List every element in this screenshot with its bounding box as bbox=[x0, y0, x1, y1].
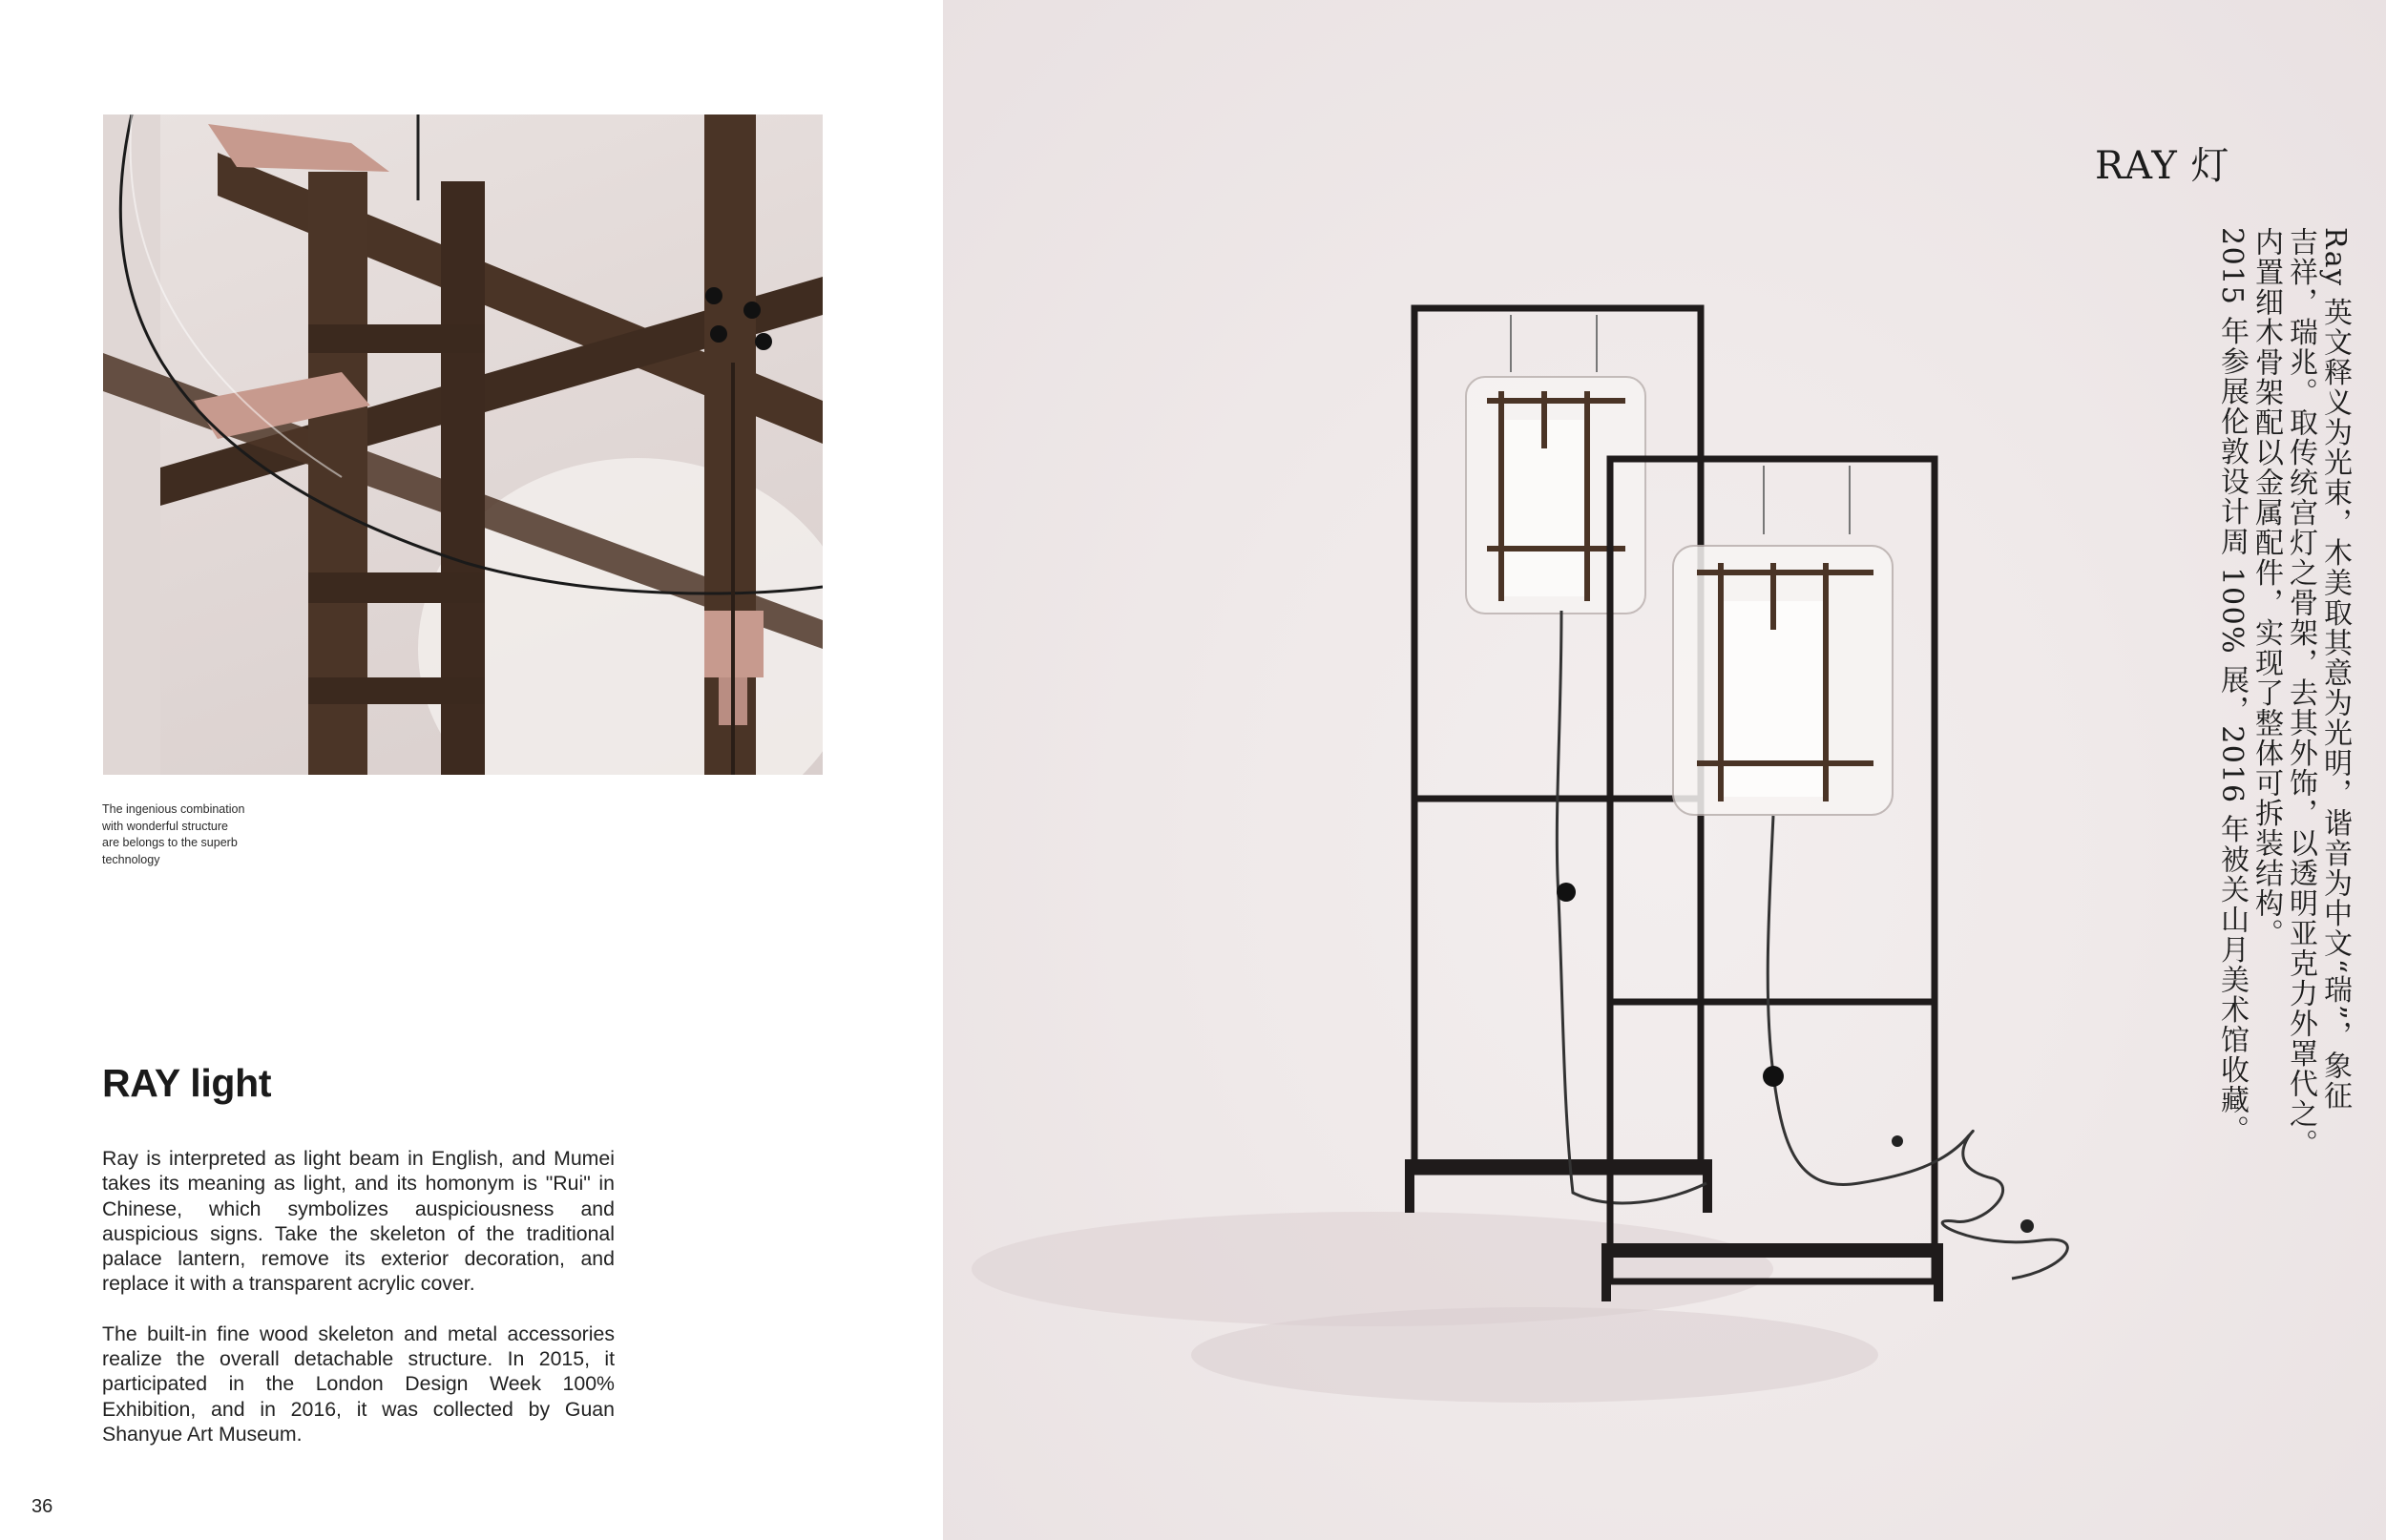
description-cn-line: 内置细木骨架配以金属配件，实现了整体可拆装结构。 bbox=[2250, 227, 2283, 948]
caption-line: technology bbox=[102, 852, 160, 866]
description-cn-line: 2015 年参展伦敦设计周 100% 展，2016 年被关山月美术馆收藏。 bbox=[2215, 227, 2249, 1146]
description-cn-line: Ray 英文释义为光束，木美取其意为光明，谐音为中文“瑞”，象征 bbox=[2318, 227, 2352, 1112]
description-paragraph: The built-in fine wood skeleton and metal accessories realize the overall detachable structure. In 2015, it participated in the London Design Week 100% Exhibition, and in 2016, it was collected by Guan Shanyue Art Museum. bbox=[102, 1321, 615, 1446]
floor-lamps-photo bbox=[943, 0, 2386, 1540]
right-page bbox=[943, 0, 2386, 1540]
caption-line: with wonderful structure bbox=[102, 819, 229, 833]
product-title-en: RAY light bbox=[102, 1061, 272, 1105]
product-title-cn: RAY 灯 bbox=[2095, 144, 2230, 188]
caption-line: The ingenious combination bbox=[102, 802, 245, 816]
caption-line: are belongs to the superb bbox=[102, 836, 238, 849]
left-page bbox=[0, 0, 943, 1540]
description-cn-line: 吉祥，瑞兆。取传统宫灯之骨架，去其外饰，以透明亚克力外罩代之。 bbox=[2284, 227, 2317, 1159]
page-number: 36 bbox=[31, 1496, 53, 1517]
photo-caption bbox=[102, 801, 322, 868]
description-paragraph: Ray is interpreted as light beam in English, and Mumei takes its meaning as light, and its homonym is "Rui" in Chinese, which symbolizes auspiciousness and auspicious signs. Take the skeleton of the traditional palace lantern, remove its exterior decoration, and replace it with a transparent acrylic cover. bbox=[102, 1147, 615, 1296]
description-en bbox=[102, 1146, 615, 1471]
lamp-detail-photo bbox=[103, 114, 823, 775]
